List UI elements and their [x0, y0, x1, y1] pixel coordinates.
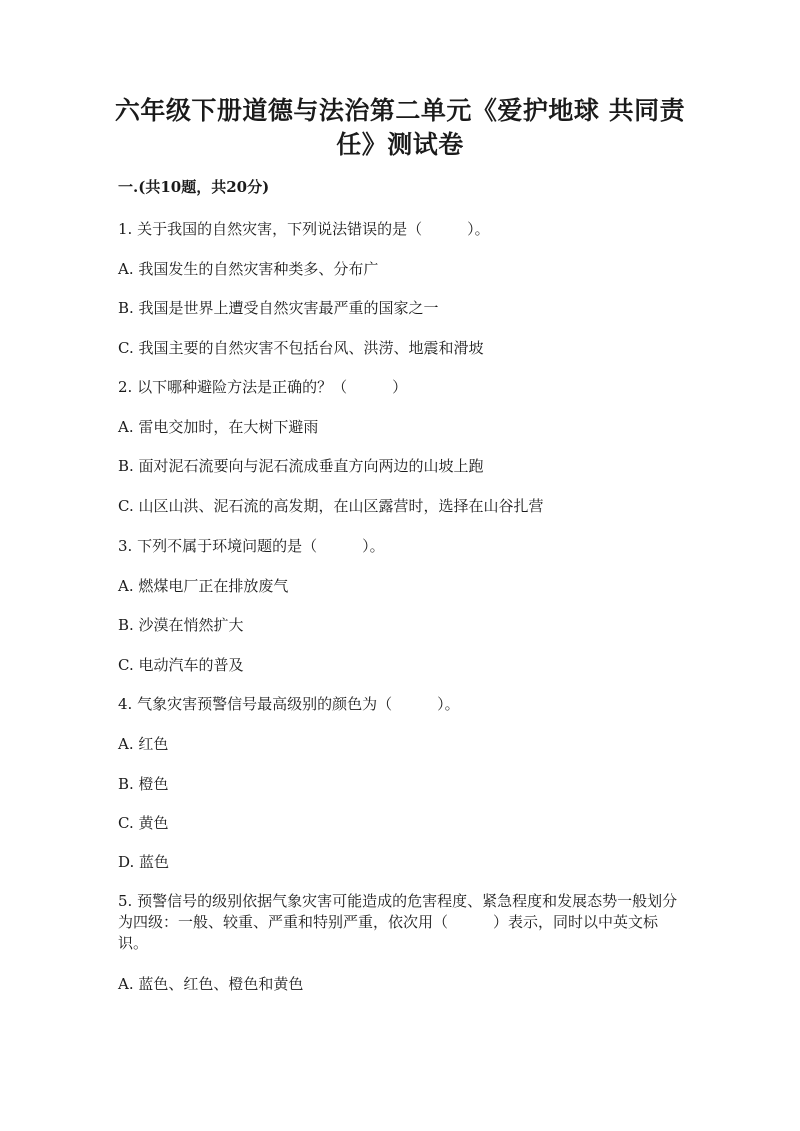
- question-1-option-b: B. 我国是世界上遭受自然灾害最严重的国家之一: [118, 299, 439, 317]
- section-heading: 一.(共10题，共20分): [118, 178, 270, 196]
- title-line-1: 六年级下册道德与法治第二单元《爱护地球 共同责: [114, 96, 686, 125]
- question-2-option-a: A. 雷电交加时，在大树下避雨: [118, 418, 319, 436]
- question-2-stem: 2. 以下哪种避险方法是正确的？（ ）: [118, 378, 408, 396]
- exam-title: [100, 94, 700, 162]
- question-5-stem: 5. 预警信号的级别依据气象灾害可能造成的危害程度、紧急程度和发展态势一般划分为四级：一般、较重、严重和特别严重，依次用（ ）表示，同时以中英文标识。: [118, 892, 678, 952]
- question-4-option-d: D. 蓝色: [118, 853, 170, 871]
- question-4-option-c: C. 黄色: [118, 814, 169, 832]
- question-1-option-c: C. 我国主要的自然灾害不包括台风、洪涝、地震和滑坡: [118, 339, 484, 357]
- question-4-option-b: B. 橙色: [118, 775, 169, 793]
- question-2-option-b: B. 面对泥石流要向与泥石流成垂直方向两边的山坡上跑: [118, 457, 484, 475]
- question-2-option-c: C. 山区山洪、泥石流的高发期，在山区露营时，选择在山谷扎营: [118, 497, 544, 515]
- question-3-option-c: C. 电动汽车的普及: [118, 656, 244, 674]
- question-3-stem: 3. 下列不属于环境问题的是（ ）。: [118, 537, 385, 555]
- title-line-2: 任》测试卷: [336, 130, 464, 159]
- question-1-stem: 1. 关于我国的自然灾害，下列说法错误的是（ ）。: [118, 220, 490, 238]
- question-1-option-a: A. 我国发生的自然灾害种类多、分布广: [118, 260, 379, 278]
- question-5-option-a: A. 蓝色、红色、橙色和黄色: [118, 975, 304, 993]
- question-4-stem: 4. 气象灾害预警信号最高级别的颜色为（ ）。: [118, 695, 460, 713]
- question-3-option-a: A. 燃煤电厂正在排放废气: [118, 577, 289, 595]
- question-3-option-b: B. 沙漠在悄然扩大: [118, 616, 244, 634]
- question-4-option-a: A. 红色: [118, 735, 169, 753]
